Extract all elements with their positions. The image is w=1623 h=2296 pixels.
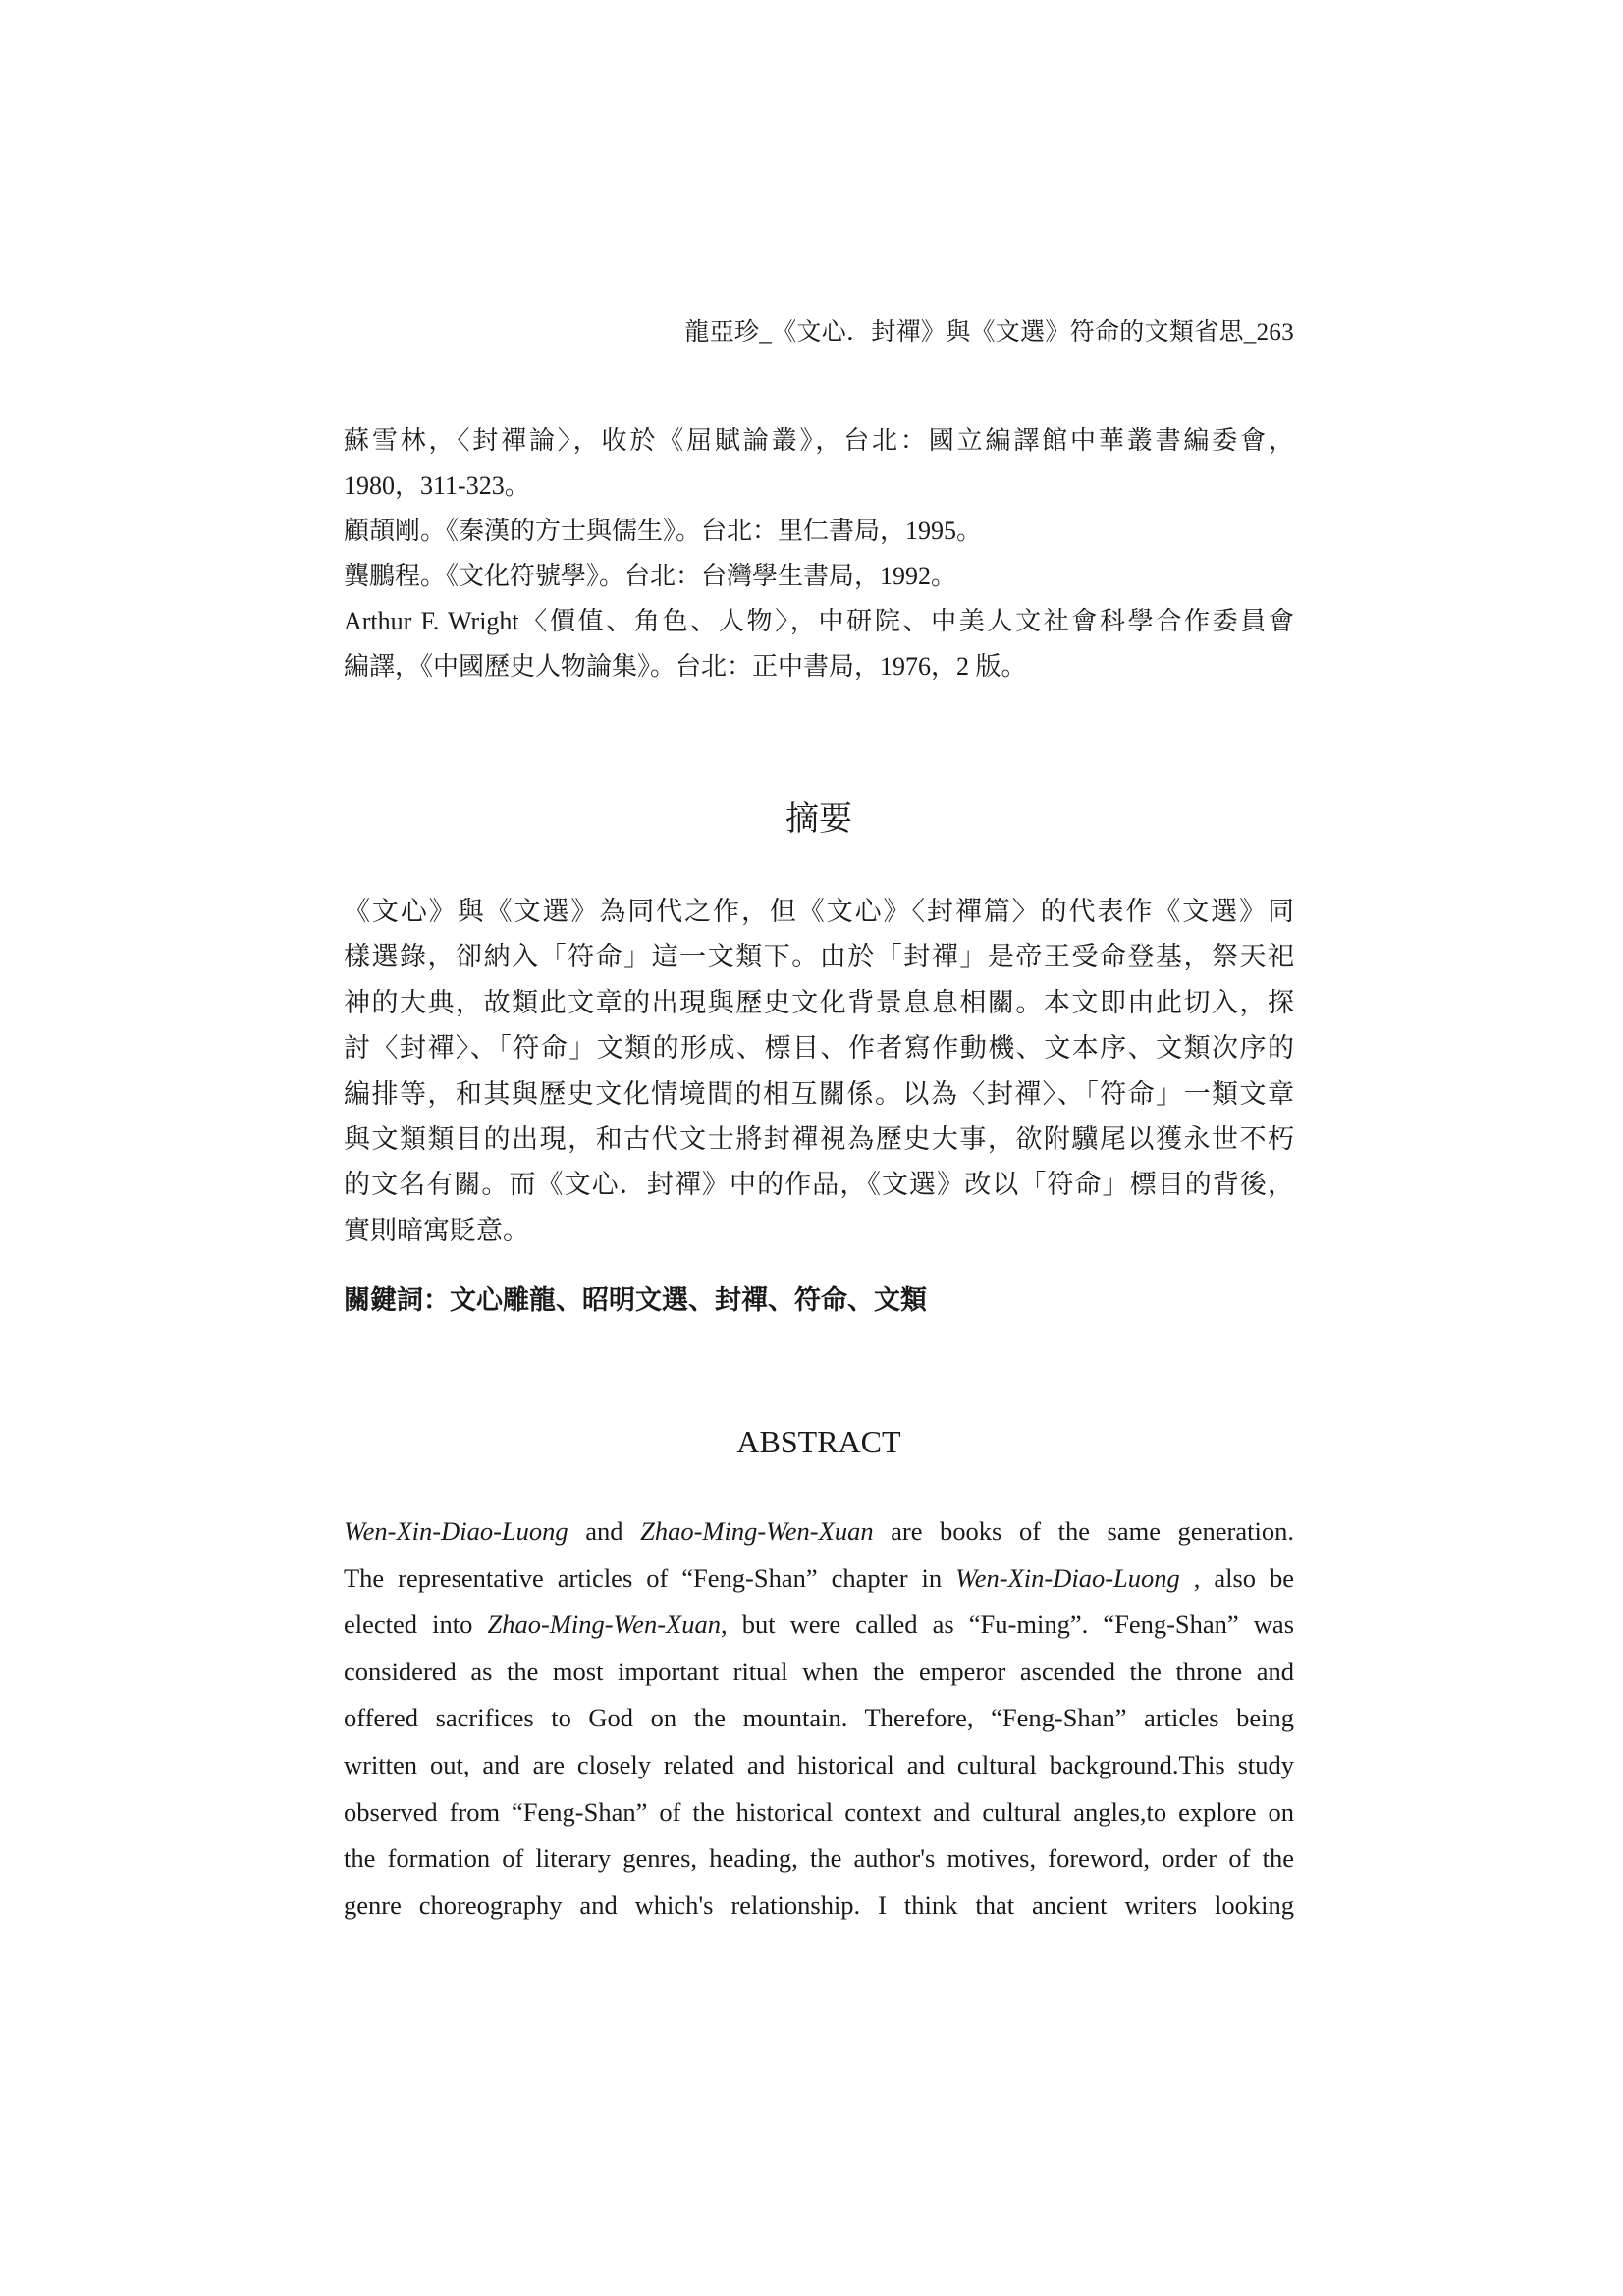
reference-list [344, 418, 1294, 689]
reference-entry [344, 599, 1294, 689]
book-title: Zhao-Ming-Wen-Xuan [487, 1610, 721, 1640]
reference-line: 蘇雪林，〈封禪論〉，收於《屈賦論叢》，台北：國立編譯館中華叢書編委會， [344, 426, 1294, 455]
abstract-line [344, 1556, 1294, 1603]
text-run: and [568, 1516, 641, 1546]
abstract-line: 討〈封禪〉、「符命」文類的形成、標目、作者寫作動機、文本序、文類次序的 [344, 1033, 1294, 1064]
reference-entry [344, 418, 1294, 509]
text-run: are books of the same generation. [873, 1516, 1294, 1546]
abstract-line: written out, and are closely related and historical and cultural background.This study [344, 1749, 1294, 1779]
chinese-abstract-body [344, 889, 1294, 1253]
book-title: Zhao-Ming-Wen-Xuan [640, 1516, 874, 1546]
reference-line: Arthur F. Wright〈價值、角色、人物〉，中研院、中美人文社會科學合作委員會 [344, 607, 1294, 635]
reference-line: 1980，311-323。 [344, 471, 530, 500]
abstract-line: 的文名有關。而《文心．封禪》中的作品，《文選》改以「符命」標目的背後， [344, 1170, 1294, 1200]
abstract-line: offered sacrifices to God on the mountain. Therefore, “Feng-Shan” articles being [344, 1703, 1294, 1733]
reference-line: 龔鵬程。《文化符號學》。台北：台灣學生書局，1992。 [344, 562, 957, 590]
abstract-line: 實則暗寓貶意。 [344, 1215, 529, 1245]
book-title: Wen-Xin-Diao-Luong [344, 1516, 568, 1546]
english-abstract-body [344, 1508, 1294, 1929]
abstract-line: the formation of literary genres, heading, the author's motives, foreword, order of the [344, 1843, 1294, 1874]
abstract-line: 與文類類目的出現，和古代文士將封禪視為歷史大事，欲附驥尾以獲永世不朽 [344, 1124, 1294, 1155]
text-run: The representative articles of “Feng-Shan” chapter in [344, 1562, 956, 1593]
text-run: elected into [344, 1610, 488, 1640]
chinese-abstract-heading: 摘要 [785, 801, 852, 838]
running-header: 龍亞珍_《文心．封禪》與《文選》符命的文類省思_263 [684, 319, 1294, 346]
text-run: , but were called as “Fu-ming”. “Feng-Shan” was [720, 1610, 1295, 1640]
abstract-line: observed from “Feng-Shan” of the historical context and cultural angles,to explore on [344, 1796, 1294, 1827]
abstract-line: 《文心》與《文選》為同代之作，但《文心》〈封禪篇〉的代表作《文選》同 [344, 897, 1294, 926]
abstract-line: 樣選錄，卻納入「符命」這一文類下。由於「封禪」是帝王受命登基，祭天祀 [344, 942, 1294, 972]
english-abstract-heading: ABSTRACT [736, 1424, 901, 1459]
book-title: Wen-Xin-Diao-Luong [955, 1562, 1180, 1593]
abstract-line: considered as the most important ritual when the emperor ascended the throne and [344, 1656, 1294, 1686]
abstract-line: 編排等，和其與歷史文化情境間的相互關係。以為〈封禪〉、「符命」一類文章 [344, 1078, 1294, 1109]
reference-line: 顧頡剛。《秦漢的方士與儒生》。台北：里仁書局，1995。 [344, 517, 983, 545]
abstract-line: 神的大典，故類此文章的出現與歷史文化背景息息相關。本文即由此切入，探 [344, 987, 1294, 1017]
text-run: , also be [1179, 1562, 1294, 1593]
reference-line: 編譯，《中國歷史人物論集》。台北：正中書局，1976，2 版。 [344, 652, 1027, 681]
abstract-line [344, 1602, 1294, 1649]
abstract-line [344, 1508, 1294, 1556]
keywords: 關鍵詞：文心雕龍、昭明文選、封禪、符命、文類 [344, 1285, 927, 1315]
abstract-line: genre choreography and which's relationship. I think that ancient writers looking [344, 1889, 1294, 1920]
reference-entry [344, 509, 1294, 554]
reference-entry [344, 554, 1294, 599]
